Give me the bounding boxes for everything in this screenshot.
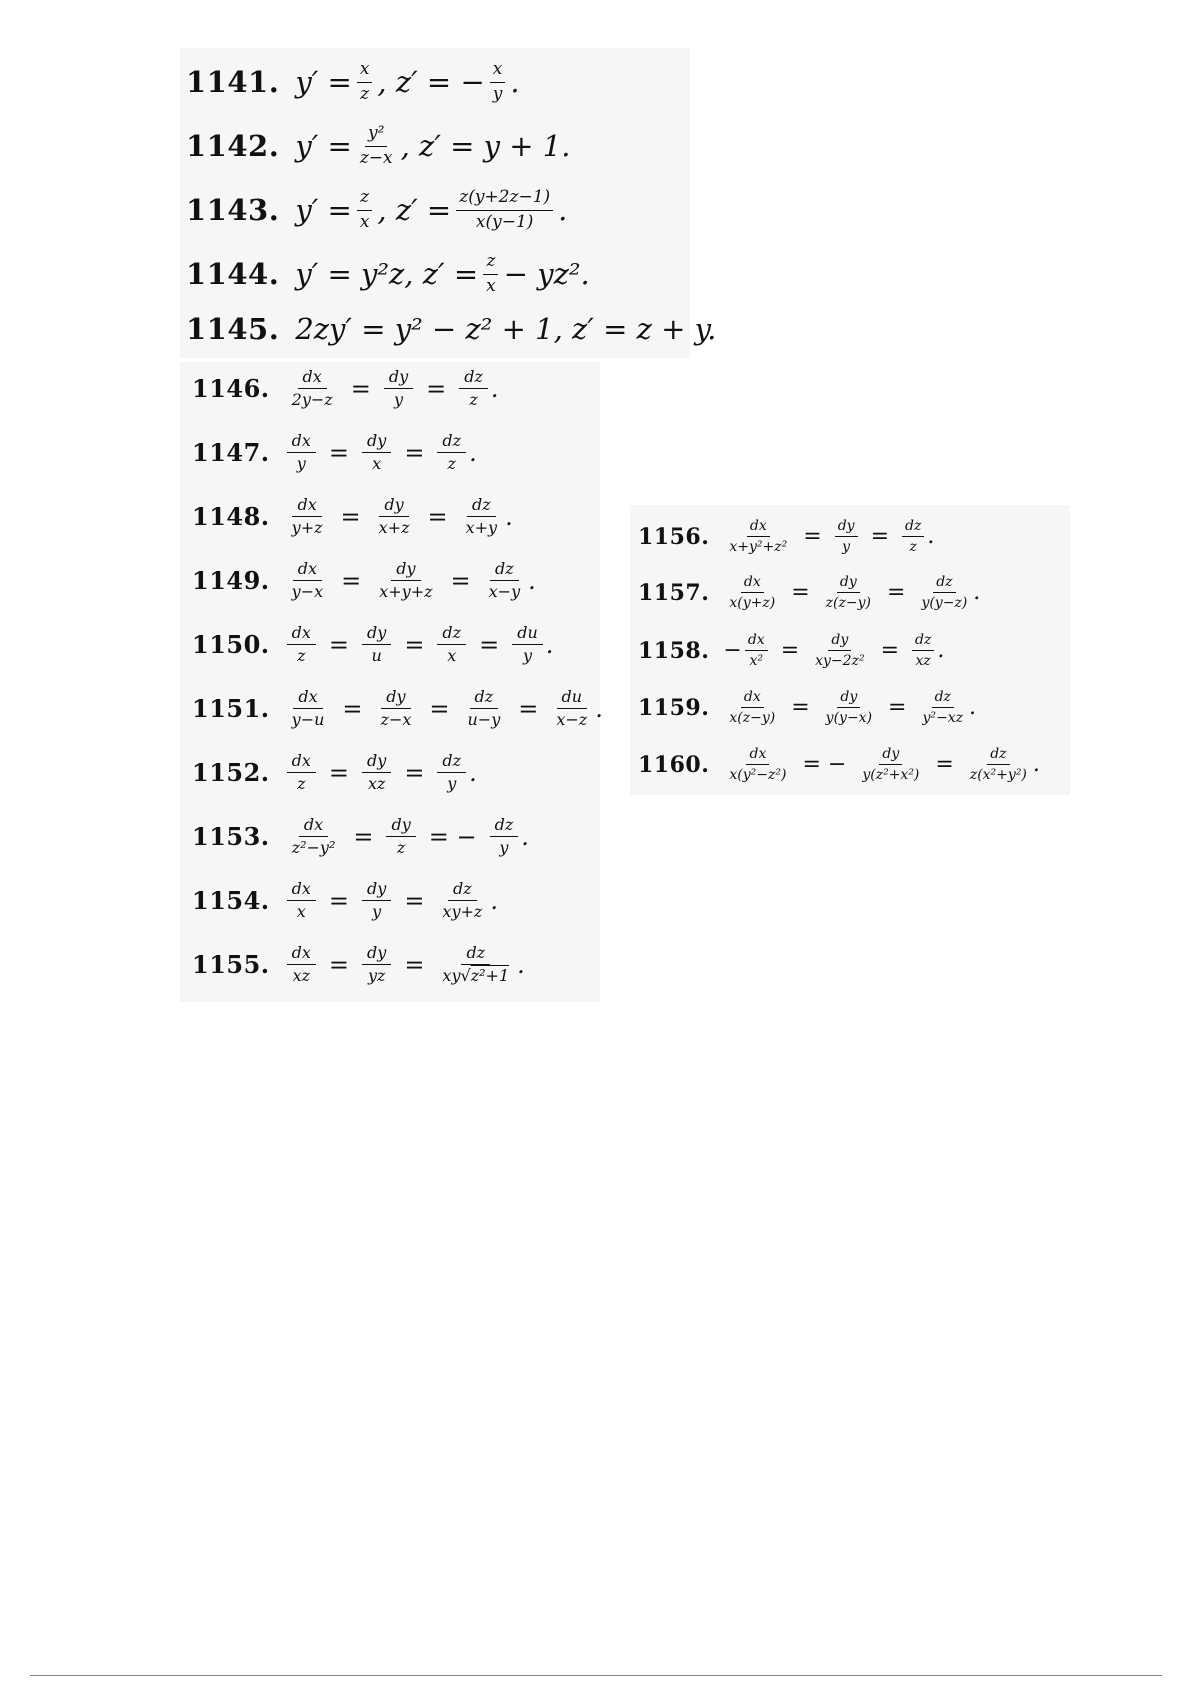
fraction: $\frac{dy}{z(z-y)}$ — [825, 574, 871, 612]
problem-number: 1152. — [192, 758, 270, 788]
fraction: $\frac{dx}{z}$ — [287, 624, 316, 666]
fraction: $\frac{dx}{\text{x+y²+z²}}$ — [729, 518, 788, 556]
problem-number: 1146. — [192, 374, 270, 404]
problem-1154: 1154. $\frac{dx}{x}$ = $\frac{dy}{y}$ = $\frac{dz}{xy+z}$ . — [192, 879, 498, 922]
fraction: $\frac{x}{y}$ — [490, 60, 506, 104]
fraction: $\frac{\text{y²}}{z-x}$ — [359, 123, 393, 168]
fraction: $\frac{z(y+2z-1)}{x(y-1)}$ — [456, 188, 553, 232]
fraction: $\frac{dx}{2y-z}$ — [291, 367, 333, 410]
problem-1143: 1143. y′ = $\frac{z}{x}$ , z′ = $\frac{z(y+2z-1)}{x(y-1)}$ . — [186, 187, 568, 232]
problem-number: 1150. — [192, 630, 270, 660]
problem-number: 1143. — [186, 193, 280, 228]
problem-number: 1155. — [192, 950, 270, 980]
fraction: $\frac{dx}{y}$ — [287, 432, 316, 474]
fraction: $\frac{dx}{\text{x²}}$ — [745, 632, 768, 669]
fraction: $\frac{dx}{x(y+z)}$ — [729, 574, 776, 612]
problem-1142: 1142. y′ = $\frac{\text{y²}}{z-x}$ , z′ = y + 1. — [186, 123, 571, 168]
fraction: $\frac{z}{x}$ — [357, 188, 373, 232]
problem-1141: 1141. y′ = $\frac{x}{z}$ , z′ = − $\frac{x}{y}$ . — [186, 59, 520, 104]
fraction: $\frac{dx}{y-x}$ — [291, 559, 324, 602]
fraction: $\frac{z}{x}$ — [483, 252, 499, 296]
fraction: $\frac{dx}{xz}$ — [287, 944, 316, 986]
fraction: $\frac{dz}{xy+z}$ — [442, 879, 483, 922]
fraction: $\frac{x}{z}$ — [357, 60, 373, 104]
fraction: $\frac{dy}{z}$ — [386, 816, 415, 858]
fraction: $\frac{dz}{\text{z(x²+y²)}}$ — [969, 746, 1027, 784]
fraction: $\frac{dz}{z}$ — [902, 518, 924, 555]
fraction: $\frac{dz}{y}$ — [437, 752, 466, 794]
problem-number: 1153. — [192, 822, 270, 852]
problem-number: 1154. — [192, 886, 270, 916]
fraction: $\frac{dz}{x-y}$ — [488, 559, 521, 602]
problem-number: 1142. — [186, 129, 280, 164]
fraction: $\frac{dz}{z}$ — [459, 368, 488, 410]
fraction: $\frac{dz}{y}$ — [490, 816, 519, 858]
problem-number: 1144. — [186, 257, 280, 292]
fraction: $\frac{dx}{y-u}$ — [291, 687, 325, 730]
problem-number: 1159. — [638, 694, 710, 721]
problem-1147: 1147. $\frac{dx}{y}$ = $\frac{dy}{x}$ = $\frac{dz}{z}$ . — [192, 431, 477, 474]
fraction: $\frac{dx}{\text{z²−y²}}$ — [291, 815, 336, 858]
problem-number: 1160. — [638, 751, 710, 778]
problem-number: 1148. — [192, 502, 270, 532]
page-bottom-rule — [30, 1675, 1162, 1676]
fraction: $\frac{du}{y}$ — [512, 624, 543, 666]
problem-number: 1149. — [192, 566, 270, 596]
fraction: $\frac{dx}{x}$ — [287, 880, 316, 922]
problem-1150: 1150. $\frac{dx}{z}$ = $\frac{dy}{u}$ = $\frac{dz}{x}$ = $\frac{du}{y}$ . — [192, 623, 554, 666]
fraction: $\frac{dy}{yz}$ — [362, 944, 391, 986]
fraction: $\frac{dy}{\text{y(z²+x²)}}$ — [862, 746, 920, 784]
problem-1144: 1144. y′ = y²z, z′ = $\frac{z}{x}$ − yz². — [186, 251, 590, 296]
fraction: $\frac{dy}{y}$ — [362, 880, 391, 922]
problem-number: 1145. — [186, 312, 280, 346]
problem-1160: 1160. $\frac{dx}{\text{x(y²−z²)}}$ = − $\frac{dy}{\text{y(z²+x²)}}$ = $\frac{dz}{\text{z(x²+y²)}}$ . — [638, 746, 1040, 784]
problem-number: 1158. — [638, 637, 710, 664]
problem-1151: 1151. $\frac{dx}{y-u}$ = $\frac{dy}{z-x}$ = $\frac{dz}{u-y}$ = $\frac{du}{x-z}$ . — [192, 687, 603, 730]
fraction: $\frac{dz}{x+y}$ — [465, 495, 498, 538]
problem-1153: 1153. $\frac{dx}{\text{z²−y²}}$ = $\frac{dy}{z}$ = − $\frac{dz}{y}$ . — [192, 815, 529, 858]
fraction: $\frac{dy}{y}$ — [835, 518, 858, 555]
fraction: $\frac{dy}{y}$ — [384, 368, 413, 410]
fraction: $\frac{dz}{y(y-z)}$ — [921, 574, 968, 612]
fraction: $\frac{dz}{z}$ — [437, 432, 466, 474]
problem-1152: 1152. $\frac{dx}{z}$ = $\frac{dy}{xz}$ = $\frac{dz}{y}$ . — [192, 751, 477, 794]
fraction: $\frac{dz}{\text{y²−xz}}$ — [922, 689, 964, 727]
fraction: $\frac{dy}{xz}$ — [362, 752, 391, 794]
fraction: $\frac{dy}{u}$ — [362, 624, 391, 666]
fraction: $\frac{dz}{\text{xy√z²+1}}$ — [442, 943, 510, 986]
problem-1148: 1148. $\frac{dx}{y+z}$ = $\frac{dy}{x+z}$ = $\frac{dz}{x+y}$ . — [192, 495, 513, 538]
fraction: $\frac{dx}{z}$ — [287, 752, 316, 794]
problem-number: 1147. — [192, 438, 270, 468]
fraction: $\frac{dx}{\text{x(y²−z²)}}$ — [729, 746, 787, 784]
fraction: $\frac{dy}{x}$ — [362, 432, 391, 474]
fraction: $\frac{dx}{x(z-y)}$ — [729, 689, 776, 727]
problem-number: 1141. — [186, 65, 280, 100]
fraction: $\frac{dy}{x+z}$ — [378, 495, 410, 538]
problem-1145: 1145. 2zy′ = y² − z² + 1, z′ = z + y. — [186, 312, 717, 346]
problem-1156: 1156. $\frac{dx}{\text{x+y²+z²}}$ = $\frac{dy}{y}$ = $\frac{dz}{z}$ . — [638, 518, 935, 556]
fraction: $\frac{dz}{x}$ — [437, 624, 466, 666]
problem-1155: 1155. $\frac{dx}{xz}$ = $\frac{dy}{yz}$ = $\frac{dz}{\text{xy√z²+1}}$ . — [192, 943, 525, 986]
problem-1159: 1159. $\frac{dx}{x(z-y)}$ = $\frac{dy}{y(y-x)}$ = $\frac{dz}{\text{y²−xz}}$ . — [638, 689, 977, 727]
problem-1146: 1146. $\frac{dx}{2y-z}$ = $\frac{dy}{y}$ = $\frac{dz}{z}$ . — [192, 367, 499, 410]
fraction: $\frac{dy}{\text{xy−2z²}}$ — [815, 632, 865, 670]
problem-1157: 1157. $\frac{dx}{x(y+z)}$ = $\frac{dy}{z(z-y)}$ = $\frac{dz}{y(y-z)}$ . — [638, 574, 981, 612]
problem-1149: 1149. $\frac{dx}{y-x}$ = $\frac{dy}{x+y+z}$ = $\frac{dz}{x-y}$ . — [192, 559, 536, 602]
problem-number: 1157. — [638, 579, 710, 606]
problem-number: 1151. — [192, 694, 270, 724]
fraction: $\frac{dx}{y+z}$ — [291, 495, 323, 538]
fraction: $\frac{dy}{z-x}$ — [380, 687, 412, 730]
fraction: $\frac{dy}{y(y-x)}$ — [825, 689, 873, 727]
fraction: $\frac{dz}{u-y}$ — [467, 687, 501, 730]
problem-1158: 1158. − $\frac{dx}{\text{x²}}$ = $\frac{dy}{\text{xy−2z²}}$ = $\frac{dz}{xz}$ . — [638, 632, 945, 670]
fraction: $\frac{dz}{xz}$ — [912, 632, 934, 669]
fraction: $\frac{dy}{x+y+z}$ — [379, 559, 433, 602]
problem-number: 1156. — [638, 523, 710, 550]
fraction: $\frac{du}{x-z}$ — [556, 687, 588, 730]
